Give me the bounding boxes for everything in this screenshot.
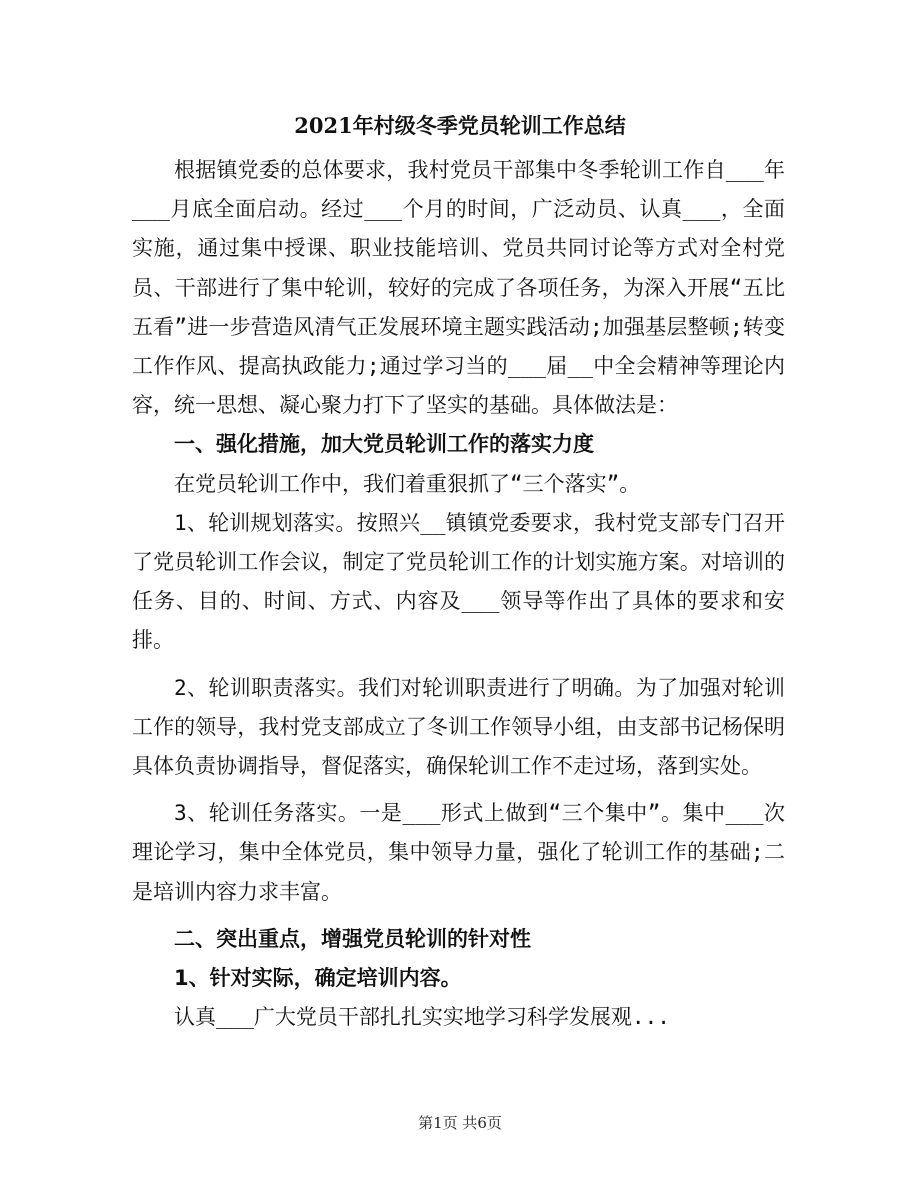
paragraph-intro: 根据镇党委的总体要求，我村党员干部集中冬季轮训工作自___年___月底全面启动。经过___个月的时间，广泛动员、认真___，全面实施，通过集中授课、职业技能培训、党员共同讨论等方式对全村党员、干部进行了集中轮训，较好的完成了各项任务，为深入开展“五比五看”进一步营造风清气正发展环境主题实践活动;加强基层整顿;转变工作作风、提高执政能力;通过学习当的___届__中全会精神等理论内容，统一思想、凝心聚力打下了坚实的基础。具体做法是：: [132, 158, 785, 418]
subheading-1: 1、针对实际，确定培训内容。: [174, 966, 462, 991]
paragraph-item-2: 2、轮训职责落实。我们对轮训职责进行了明确。为了加强对轮训工作的领导，我村党支部成立了冬训工作领导小组，由支部书记杨保明具体负责协调指导，督促落实，确保轮训工作不走过场，落到实处。: [132, 675, 785, 779]
section-heading-2: 二、突出重点，增强党员轮训的针对性: [174, 926, 531, 951]
paragraph-three-implementations: 在党员轮训工作中，我们着重狠抓了“三个落实”。: [174, 471, 641, 496]
paragraph-final: 认真___广大党员干部扎扎实实地学习科学发展观...: [174, 1005, 670, 1030]
paragraph-item-3: 3、轮训任务落实。一是___形式上做到“三个集中”。集中___次理论学习，集中全体党员，集中领导力量，强化了轮训工作的基础;二是培训内容力求丰富。: [132, 801, 785, 904]
document-title: 2021年村级冬季党员轮训工作总结: [294, 113, 626, 138]
section-heading-1: 一、强化措施，加大党员轮训工作的落实力度: [174, 432, 594, 457]
page-footer: 第1页 共6页: [418, 1114, 502, 1132]
document-body: [132, 151, 785, 1037]
paragraph-item-1: 1、轮训规划落实。按照兴__镇镇党委要求，我村党支部专门召开了党员轮训工作会议，制定了党员轮训工作的计划实施方案。对培训的任务、目的、时间、方式、内容及___领导等作出了具体的要求和安排。: [132, 510, 785, 653]
